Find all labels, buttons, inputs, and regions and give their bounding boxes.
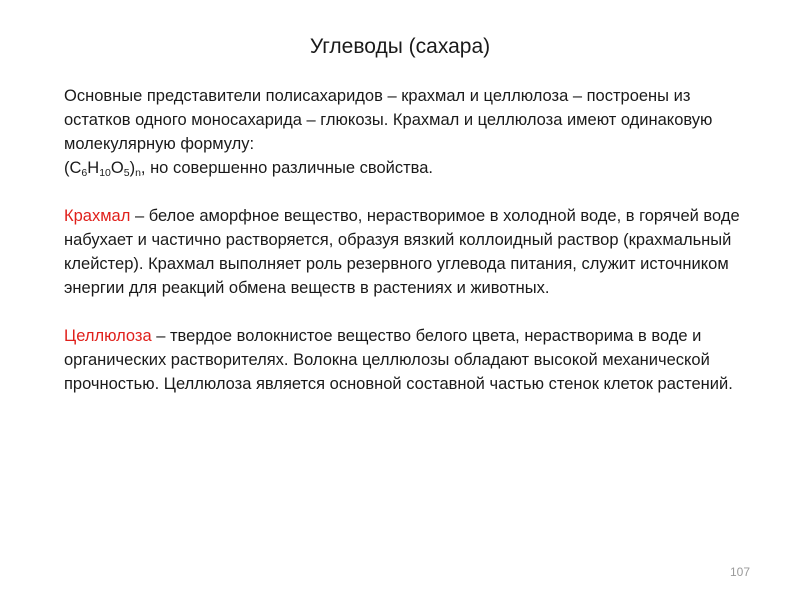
formula-o: O (110, 159, 124, 177)
paragraph-text: – белое аморфное вещество, нерастворимое в холодной воде, в горячей воде набухает и частично растворяется, образуя вязкий коллоидный раствор (крахмальный клейстер). Крахмал выполняет роль резервного углевода питания, служит источником энергии для реакций обмена веществ в растениях и животных. (64, 207, 740, 297)
formula-h: H (87, 159, 100, 177)
paragraph-starch (64, 204, 754, 300)
molecular-formula (64, 159, 141, 177)
term-starch: Крахмал (64, 207, 131, 225)
page-number: 107 (729, 565, 750, 579)
term-cellulose: Целлюлоза (64, 327, 152, 345)
formula-sub-n: n (135, 167, 141, 179)
formula-open: (C (64, 159, 82, 177)
paragraph-text-end: , но совершенно различные свойства. (140, 159, 433, 177)
paragraph-cellulose (64, 324, 754, 396)
formula-close: ) (129, 159, 136, 177)
formula-sub-h: 10 (99, 167, 111, 179)
slide-body (64, 84, 754, 420)
paragraph-text: – твердое волокнистое вещество белого цвета, нерастворима в воде и органических растворителях. Волокна целлюлозы обладают высокой механической прочностью. Целлюлоза является основной составной частью стенок клеток растений. (64, 327, 733, 393)
paragraph-text: Основные представители полисахаридов – крахмал и целлюлоза – построены из остатков одного моносахарида – глюкозы. Крахмал и целлюлоза имеют одинаковую молекулярную формулу: (64, 87, 713, 153)
formula-sub-o: 5 (123, 167, 130, 179)
slide-title: Углеводы (сахара) (309, 35, 491, 58)
paragraph-polysaccharides (64, 84, 754, 180)
formula-sub-c: 6 (81, 167, 88, 179)
